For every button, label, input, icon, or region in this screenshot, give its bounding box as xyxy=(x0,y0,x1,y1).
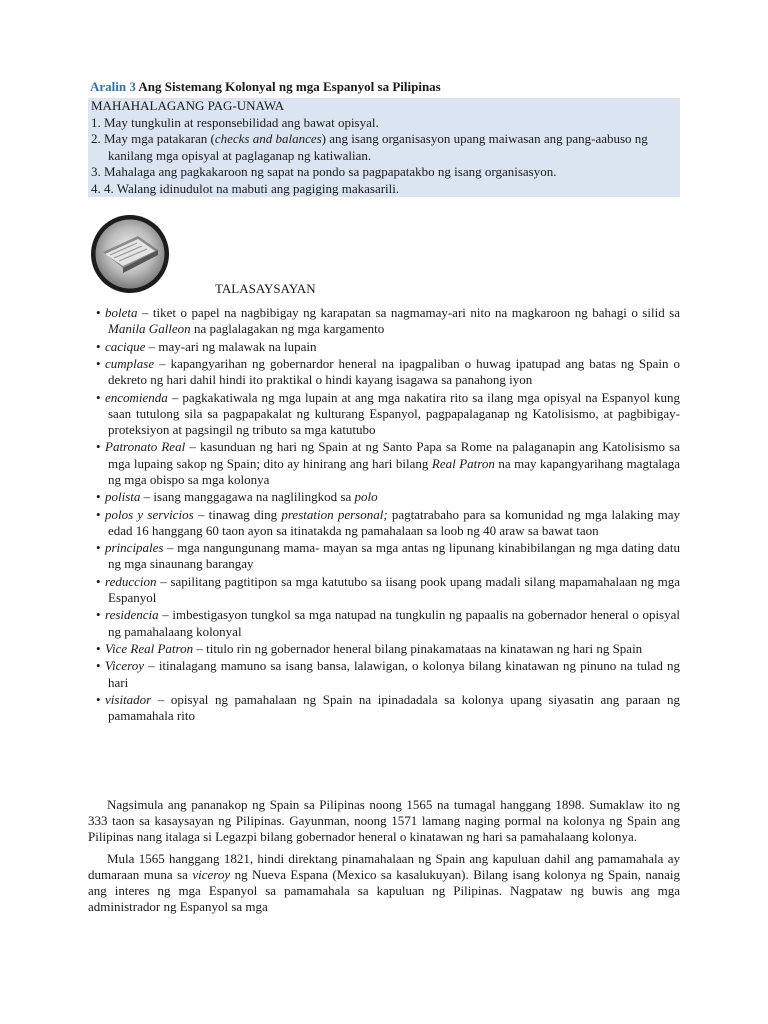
body-text xyxy=(88,797,680,920)
definition-emphasis: polo xyxy=(354,489,378,505)
bullet: • xyxy=(96,389,101,405)
term: Vice Real Patron xyxy=(105,640,194,656)
item-2-text: 2. May mga patakaran ( xyxy=(91,131,215,146)
glossary-item-cumplase xyxy=(88,356,680,388)
definition-end: pagtatrabaho para sa komunidad ng mga lalaking may edad 16 hanggang 60 taon ayon sa itinatakda ng pamahalaan sa loob ng 40 araw sa bawat taon xyxy=(108,506,681,538)
talasaysayan-heading: TALASAYSAYAN xyxy=(215,281,316,296)
glossary-item-cacique xyxy=(88,339,680,355)
bullet: • xyxy=(96,489,101,505)
pag-unawa-item-1: 1. May tungkulin at responsebilidad ang bawat opisyal. xyxy=(91,114,379,130)
pag-unawa-heading: MAHAHALAGANG PAG-UNAWA xyxy=(91,98,285,113)
definition-end: na paglalagakan ng mga kargamento xyxy=(190,321,385,337)
talasaysayan-emblem-icon xyxy=(90,214,170,294)
term: reduccion xyxy=(105,573,157,589)
definition: – tinawag ding xyxy=(193,506,282,522)
glossary-list xyxy=(88,305,680,726)
glossary-item-polista xyxy=(88,489,680,505)
term: Patronato Real xyxy=(105,439,186,455)
item-2-text-end: ) ang isang organisasyon upang maiwasan ang pang-aabuso ng kanilang mga opisyal at paglaganap ng katiwalian. xyxy=(108,131,648,163)
term: polista xyxy=(105,489,141,505)
bullet: • xyxy=(96,540,101,556)
glossary-item-reduccion xyxy=(88,574,680,606)
bullet: • xyxy=(96,607,101,623)
term: visitador xyxy=(105,691,152,707)
paragraph-text: Mula 1565 hanggang 1821, hindi direktang pinamahalaan ng Spain ang kapuluan dahil ang pamamahala ay dumaraan muna sa xyxy=(88,850,680,882)
definition: – kasunduan ng hari ng Spain at ng Santo Papa sa Rome na palaganapin ang Katolisismo sa mga lupaing sakop ng Spain; dito ay hinirang ang hari bilang xyxy=(108,439,680,471)
glossary-item-residencia xyxy=(88,607,680,639)
definition: – sapilitang pagtitipon sa mga katutubo sa iisang pook upang madali silang mapamahalaan ng mga Espanyol xyxy=(108,573,680,605)
pag-unawa-item-2 xyxy=(88,131,680,164)
bullet: • xyxy=(96,691,101,707)
definition: – mga nangungunang mama- mayan sa mga antas ng lipunang kinabibilangan ng mga dating datu ng mga sinaunang barangay xyxy=(108,540,680,572)
term: principales xyxy=(105,540,164,556)
glossary-item-principales xyxy=(88,540,680,572)
glossary-item-vice-real-patron xyxy=(88,641,680,657)
body-paragraph-1: Nagsimula ang pananakop ng Spain sa Pilipinas noong 1565 na tumagal hanggang 1898. Sumaklaw ito ng 333 taon sa kasaysayan ng Pilipinas. Gayunman, noong 1571 lamang naging pormal na kolonya ng Spain ang Pilipinas nang italaga si Legazpi bilang gobernador heneral o kinatawan ng hari sa pamahalaang kolonya. xyxy=(88,797,680,845)
item-2-emphasis: checks and balances xyxy=(214,131,322,146)
definition-emphasis: Real Patron xyxy=(431,455,495,471)
term: polos y servicios xyxy=(105,506,194,522)
definition: – pagkakatiwala ng mga lupain at ang mga nakatira rito sa ilang mga opisyal na Espanyol kung saan tutulong sila sa pagpapakalat ng kulturang Espanyol, pagpapalaganap ng Katolisismo, at pagbibigay-proteksiyon at pagsingil ng tributo sa mga katutubo xyxy=(108,389,680,437)
lesson-title-text: Ang Sistemang Kolonyal ng mga Espanyol sa Pilipinas xyxy=(138,79,441,94)
definition: – opisyal ng pamahalaan ng Spain na ipinadadala sa kolonya upang siyasatin ang paraan ng pamamahala rito xyxy=(108,691,680,724)
definition: – may-ari ng malawak na lupain xyxy=(145,338,317,354)
definition-emphasis: Manila Galleon xyxy=(108,321,191,337)
term: residencia xyxy=(105,607,159,623)
paragraph-emphasis: viceroy xyxy=(192,866,231,882)
lesson-label: Aralin 3 xyxy=(90,79,136,94)
definition: – itinalagang mamuno sa isang bansa, lalawigan, o kolonya bilang kinatawan ng pinuno na tulad ng hari xyxy=(108,658,680,690)
bullet: • xyxy=(96,355,101,371)
glossary-item-patronato-real xyxy=(88,439,680,488)
bullet: • xyxy=(96,658,101,674)
definition: – imbestigasyon tungkol sa mga natupad na tungkulin ng papaalis na gobernador heneral o opisyal ng pamahalaang kolonyal xyxy=(108,607,680,639)
body-paragraph-2 xyxy=(88,851,680,916)
term: boleta xyxy=(105,305,138,320)
bullet: • xyxy=(96,338,101,354)
lesson-title xyxy=(90,79,690,95)
pag-unawa-item-3: 3. Mahalaga ang pagkakaroon ng sapat na pondo sa pagpapatakbo ng isang organisasyon. xyxy=(91,164,557,179)
definition: – isang manggagawa na naglilingkod sa xyxy=(140,489,355,505)
definition: – titulo rin ng gobernador heneral bilang pinakamataas na kinatawan ng hari ng Spain xyxy=(193,640,643,656)
definition: – kapangyarihan ng gobernardor heneral na ipagpaliban o huwag ipatupad ang batas ng Spain o dekreto ng hari dahil hindi ito praktikal o hindi kayang isagawa sa panahong iyon xyxy=(108,355,680,388)
definition-end: na may kapangyarihang magtalaga ng mga obispo sa mga kolonya xyxy=(108,455,680,487)
definition: – tiket o papel na nagbibigay ng karapatan sa nagmamay-ari nito na magkaroon ng bahagi o silid sa xyxy=(137,305,680,320)
glossary-item-encomienda xyxy=(88,390,680,439)
term: cacique xyxy=(105,338,146,354)
bullet: • xyxy=(96,573,101,589)
term: cumplase xyxy=(105,355,155,371)
glossary-item-boleta xyxy=(88,305,680,337)
bullet: • xyxy=(96,506,101,522)
glossary-item-polos-y-servicios xyxy=(88,507,680,539)
bullet: • xyxy=(96,305,101,320)
bullet: • xyxy=(96,640,101,656)
glossary-item-visitador xyxy=(88,692,680,724)
bullet: • xyxy=(96,439,101,455)
pag-unawa-box xyxy=(88,98,680,197)
definition-emphasis: prestation personal; xyxy=(281,506,388,522)
pag-unawa-item-4: 4. 4. Walang idinudulot na mabuti ang pagiging makasarili. xyxy=(91,180,400,196)
glossary-item-viceroy xyxy=(88,658,680,690)
term: Viceroy xyxy=(105,658,144,674)
paragraph-text-end: ng Nueva Espana (Mexico sa kasalukuyan). Bilang isang kolonya ng Spain, nanaig ang interes ng mga Espanyol sa pamamahala sa kapuluan ng Pilipinas. Nagpataw ng buwis ang mga administrador ng Espanyol sa mga xyxy=(88,866,680,915)
term: encomienda xyxy=(105,389,168,405)
